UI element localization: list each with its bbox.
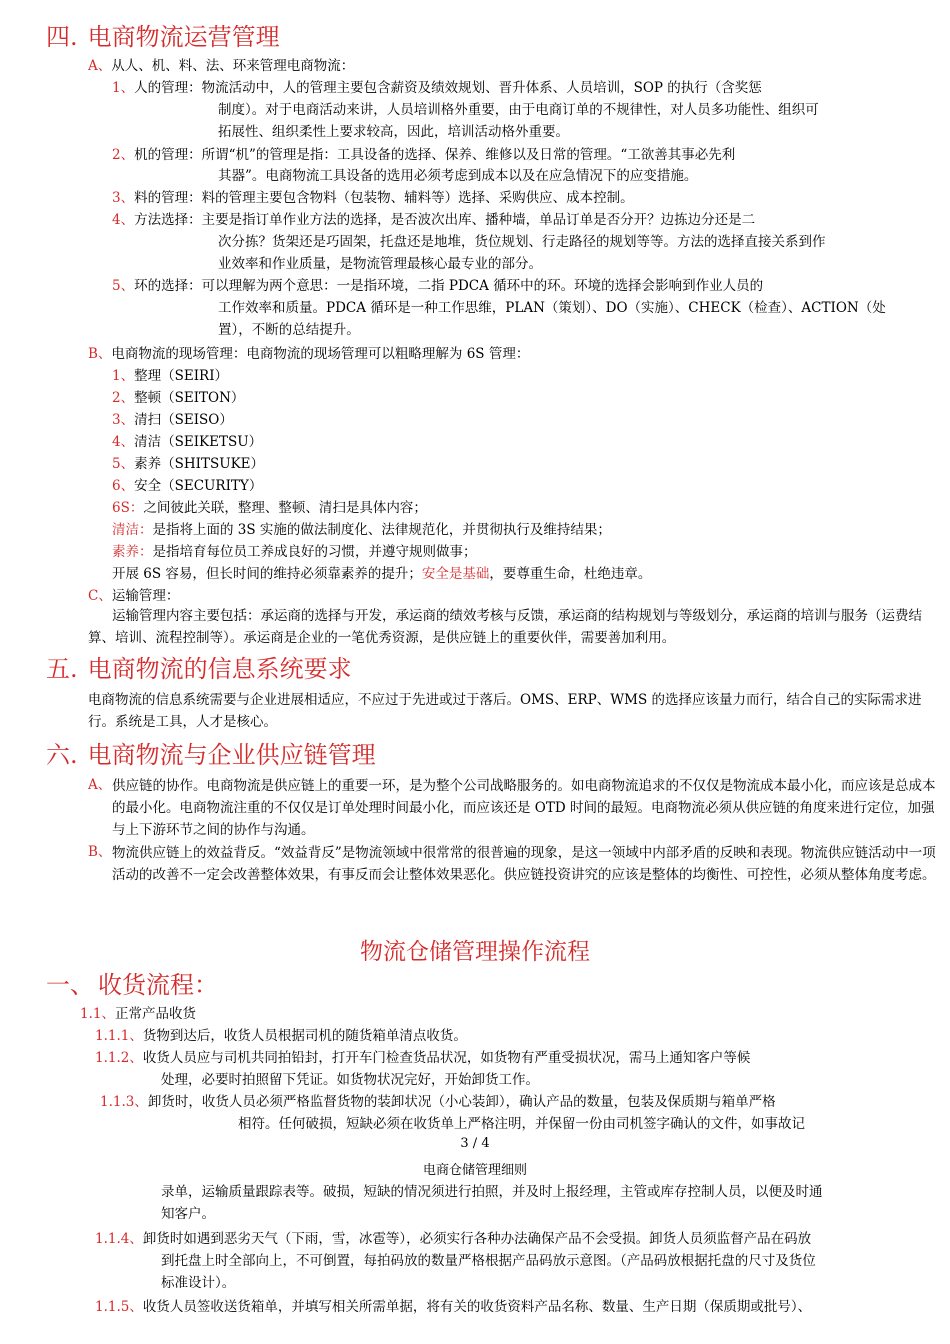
s4-b-item-4 — [112, 432, 262, 453]
s4-b-item-3 — [112, 410, 233, 431]
note-label: 6S： — [112, 500, 144, 516]
s4-b-label: B、 — [88, 346, 112, 362]
item-line: 料的管理主要包含物料（包装物、辅料等）选择、采购供应、成本控制。 — [201, 190, 634, 206]
r1-item-3-line-2: 相符。任何破损，短缺必须在收货单上严格注明，并保留一份由司机签字确认的文件，如事故记 — [238, 1116, 805, 1132]
s5-paragraph: 电商物流的信息系统需要与企业进展相适应，不应过于先进或过于落后。OMS、ERP、WMS 的选择应该量力而行，结合自己的实际需求进行。系统是工具，人才是核心。 — [88, 692, 922, 730]
item-label: 2、 — [112, 390, 135, 406]
s4-a-item-4-line-3: 业效率和作业质量，是物流管理最核心最专业的部分。 — [218, 256, 542, 272]
label-text: 1.1.1、 — [95, 1028, 143, 1044]
section-5-title: 电商物流的信息系统要求 — [87, 655, 352, 683]
label-text: B、 — [88, 844, 112, 860]
item-text: 货物到达后，收货人员根据司机的随货箱单清点收货。 — [142, 1028, 467, 1044]
document-title: 物流仓储管理操作流程 — [360, 939, 590, 965]
section-4-number: 四. — [46, 23, 78, 51]
r1-item-4 — [95, 1229, 811, 1250]
s4-a-item-5 — [112, 276, 763, 297]
s6-a-paragraph: 供应链的协作。电商物流是供应链上的重要一环，是为整个公司战略服务的。如电商物流追求的不仅仅是物流成本最小化，而应该是总成本的最小化。电商物流注重的不仅仅是订单处理时间最小化，而应该还是 OTD 时间的最短。电商物流必须从供应链的角度来进行定位，加强与上下游环节之间的协作与沟通。 — [112, 778, 936, 838]
s6-b-label — [88, 842, 111, 863]
item-label: 5、 — [112, 278, 135, 294]
r1-item-2 — [95, 1048, 750, 1069]
section-5-heading — [46, 654, 352, 684]
item-text: 清扫（SEISO） — [134, 412, 233, 428]
r1-item-1 — [95, 1026, 467, 1047]
s4-a-text: 从人、机、料、法、环来管理电商物流： — [111, 58, 355, 74]
s4-c-line — [88, 586, 179, 607]
item-label: 1、 — [112, 80, 135, 96]
note-text: 是指培育每位员工养成良好的习惯，并遵守规则做事； — [152, 544, 477, 560]
item-line: 物流活动中，人的管理主要包含薪资及绩效规划、晋升体系、人员培训，SOP 的执行（含奖惩 — [201, 80, 762, 96]
s4-a-item-4-line-2: 次分拣？货架还是巧固架，托盘还是地堆，货位规划、行走路径的规划等等。方法的选择直接关系到作 — [218, 234, 826, 250]
s4-b-qingjie-note — [112, 520, 611, 541]
s4-b-6s-note — [112, 498, 427, 519]
s4-c-label: C、 — [88, 588, 112, 604]
item-text: 收货人员应与司机共同拍铅封，打开车门检查货品状况，如货物有严重受损状况，需马上通知客户等候 — [142, 1050, 751, 1066]
page-number: 3 / 4 — [460, 1136, 490, 1151]
s4-c-text: 运输管理： — [111, 588, 180, 604]
note-text: 之间彼此关联，整理、整顿、清扫是具体内容； — [143, 500, 427, 516]
s4-a-line — [88, 56, 354, 77]
item-label: 6、 — [112, 478, 135, 494]
note-highlight: 安全是基础 — [421, 566, 490, 582]
s4-b-item-5 — [112, 454, 264, 475]
item-label: 2、 — [112, 147, 135, 163]
item-label: 3、 — [112, 412, 135, 428]
s4-b-item-1 — [112, 366, 228, 387]
r1-item-3-line-4: 知客户。 — [161, 1206, 215, 1222]
item-label: 1、 — [112, 368, 135, 384]
r1-item-4-line-2: 到托盘上时全部向上，不可倒置，每拍码放的数量严格根据产品码放示意图。（产品码放根据托盘的尺寸及货位 — [161, 1253, 816, 1269]
item-head: 人的管理： — [134, 80, 202, 96]
item-text: 素养（SHITSUKE） — [134, 456, 265, 472]
item-text: 安全（SECURITY） — [134, 478, 263, 494]
note-label: 清洁： — [112, 522, 153, 538]
r1-item-3-line-3: 录单，运输质量跟踪表等。破损，短缺的情况须进行拍照，并及时上报经理，主管或库存控制人员，以便及时通 — [161, 1184, 823, 1200]
label-text: 1.1.4、 — [95, 1231, 143, 1247]
s4-b-text: 电商物流的现场管理：电商物流的现场管理可以粗略理解为 6S 管理： — [111, 346, 530, 362]
item-text: 清洁（SEIKETSU） — [134, 434, 263, 450]
item-label: 3、 — [112, 190, 135, 206]
s4-a-item-1-line-3: 拓展性、组织柔性上要求较高，因此，培训活动格外重要。 — [218, 124, 569, 140]
s4-c-paragraph: 运输管理内容主要包括：承运商的选择与开发，承运商的绩效考核与反馈，承运商的结构规划与等级划分，承运商的培训与服务（运费结算、培训、流程控制等）。承运商是企业的一笔优秀资源，是供应链上的重要伙伴，需要善加利用。 — [88, 608, 922, 646]
s4-a-item-1 — [112, 78, 762, 99]
item-head: 环的选择： — [134, 278, 202, 294]
item-line: 所谓“机”的管理是指：工具设备的选择、保养、维修以及日常的管理。“工欲善其事必先利 — [201, 147, 736, 163]
s6-a-label — [88, 775, 111, 796]
section-4-title: 电商物流运营管理 — [87, 23, 280, 51]
receiving-number: 一、 — [46, 971, 94, 999]
heading-text: 正常产品收货 — [114, 1006, 196, 1022]
receiving-title: 收货流程： — [98, 971, 218, 999]
s4-b-suyang-note — [112, 542, 477, 563]
s4-a-item-2 — [112, 145, 735, 166]
r1-item-3 — [100, 1092, 776, 1113]
s4-a-item-5-line-2: 工作效率和质量。PDCA 循环是一种工作思维，PLAN（策划）、DO（实施）、CHECK（检查）、ACTION（处 — [218, 300, 886, 316]
item-head: 机的管理： — [134, 147, 202, 163]
note-text: 开展 6S 容易，但长时间的维持必须靠素养的提升； — [112, 566, 422, 582]
s4-a-item-5-line-3: 置），不断的总结提升。 — [218, 322, 360, 338]
note-text: 是指将上面的 3S 实施的做法制度化、法律规范化，并贯彻执行及维持结果； — [152, 522, 611, 538]
label-text: 1.1.2、 — [95, 1050, 143, 1066]
note-text: ，要尊重生命，杜绝违章。 — [489, 566, 652, 582]
label-text: A、 — [88, 777, 112, 793]
s4-b-item-6 — [112, 476, 262, 497]
section-4-heading — [46, 22, 280, 52]
item-line: 主要是指订单作业方法的选择，是否波次出库、播种墙，单品订单是否分开？边拣边分还是二 — [201, 212, 756, 228]
s4-a-item-1-line-2: 制度）。对于电商活动来讲，人员培训格外重要，由于电商订单的不规律性，对人员多功能性、组织可 — [218, 102, 819, 118]
section-5-number: 五. — [46, 655, 78, 683]
item-text: 整理（SEIRI） — [134, 368, 229, 384]
running-header: 电商仓储管理细则 — [422, 1163, 527, 1178]
item-label: 4、 — [112, 212, 135, 228]
s4-b-line — [88, 344, 529, 365]
s4-a-item-2-line-2: 其器”。电商物流工具设备的选用必须考虑到成本以及在应急情况下的应变措施。 — [218, 168, 698, 184]
s4-b-final-note — [112, 564, 651, 585]
item-text: 卸货时如遇到恶劣天气（下雨，雪，冰雹等），必须实行各种办法确保产品不会受损。卸货人员须监督产品在码放 — [142, 1231, 812, 1247]
section-6-title: 电商物流与企业供应链管理 — [87, 741, 376, 769]
s4-a-item-4 — [112, 210, 755, 231]
label-text: 1.1.5、 — [95, 1299, 143, 1315]
item-text: 卸货时，收货人员必须严格监督货物的装卸状况（小心装卸），确认产品的数量，包装及保质期与箱单严格 — [147, 1094, 776, 1110]
s6-b-paragraph: 物流供应链上的效益背反。“效益背反”是物流领域中很常常的很普遍的现象，是这一领域中内部矛盾的反映和表现。物流供应链活动中一项活动的改善不一定会改善整体效果，有事反而会让整体效果恶化。供应链投资讲究的应该是整体的均衡性、可控性，必须从整体角度考虑。 — [112, 845, 936, 883]
item-label: 5、 — [112, 456, 135, 472]
receiving-heading — [46, 970, 218, 1000]
item-label: 4、 — [112, 434, 135, 450]
s4-a-label: A、 — [88, 58, 112, 74]
r1-item-4-line-3: 标准设计）。 — [161, 1275, 236, 1291]
note-label: 素养： — [112, 544, 153, 560]
s4-a-item-3 — [112, 188, 634, 209]
r1-1-1-heading — [80, 1004, 196, 1025]
item-head: 方法选择： — [134, 212, 202, 228]
item-text: 收货人员签收送货箱单，并填写相关所需单据，将有关的收货资料产品名称、数量、生产日期（保质期或批号）、 — [142, 1299, 812, 1315]
item-head: 料的管理： — [134, 190, 202, 206]
item-text: 整顿（SEITON） — [134, 390, 245, 406]
label-text: 1.1、 — [80, 1006, 115, 1022]
label-text: 1.1.3、 — [100, 1094, 148, 1110]
r1-item-2-line-2: 处理，必要时拍照留下凭证。如货物状况完好，开始卸货工作。 — [161, 1072, 539, 1088]
item-line: 可以理解为两个意思：一是指环境，二指 PDCA 循环中的环。环境的选择会影响到作业人员的 — [201, 278, 764, 294]
section-6-heading — [46, 740, 376, 770]
section-6-number: 六. — [46, 741, 78, 769]
r1-item-5 — [95, 1297, 811, 1318]
s4-b-item-2 — [112, 388, 244, 409]
